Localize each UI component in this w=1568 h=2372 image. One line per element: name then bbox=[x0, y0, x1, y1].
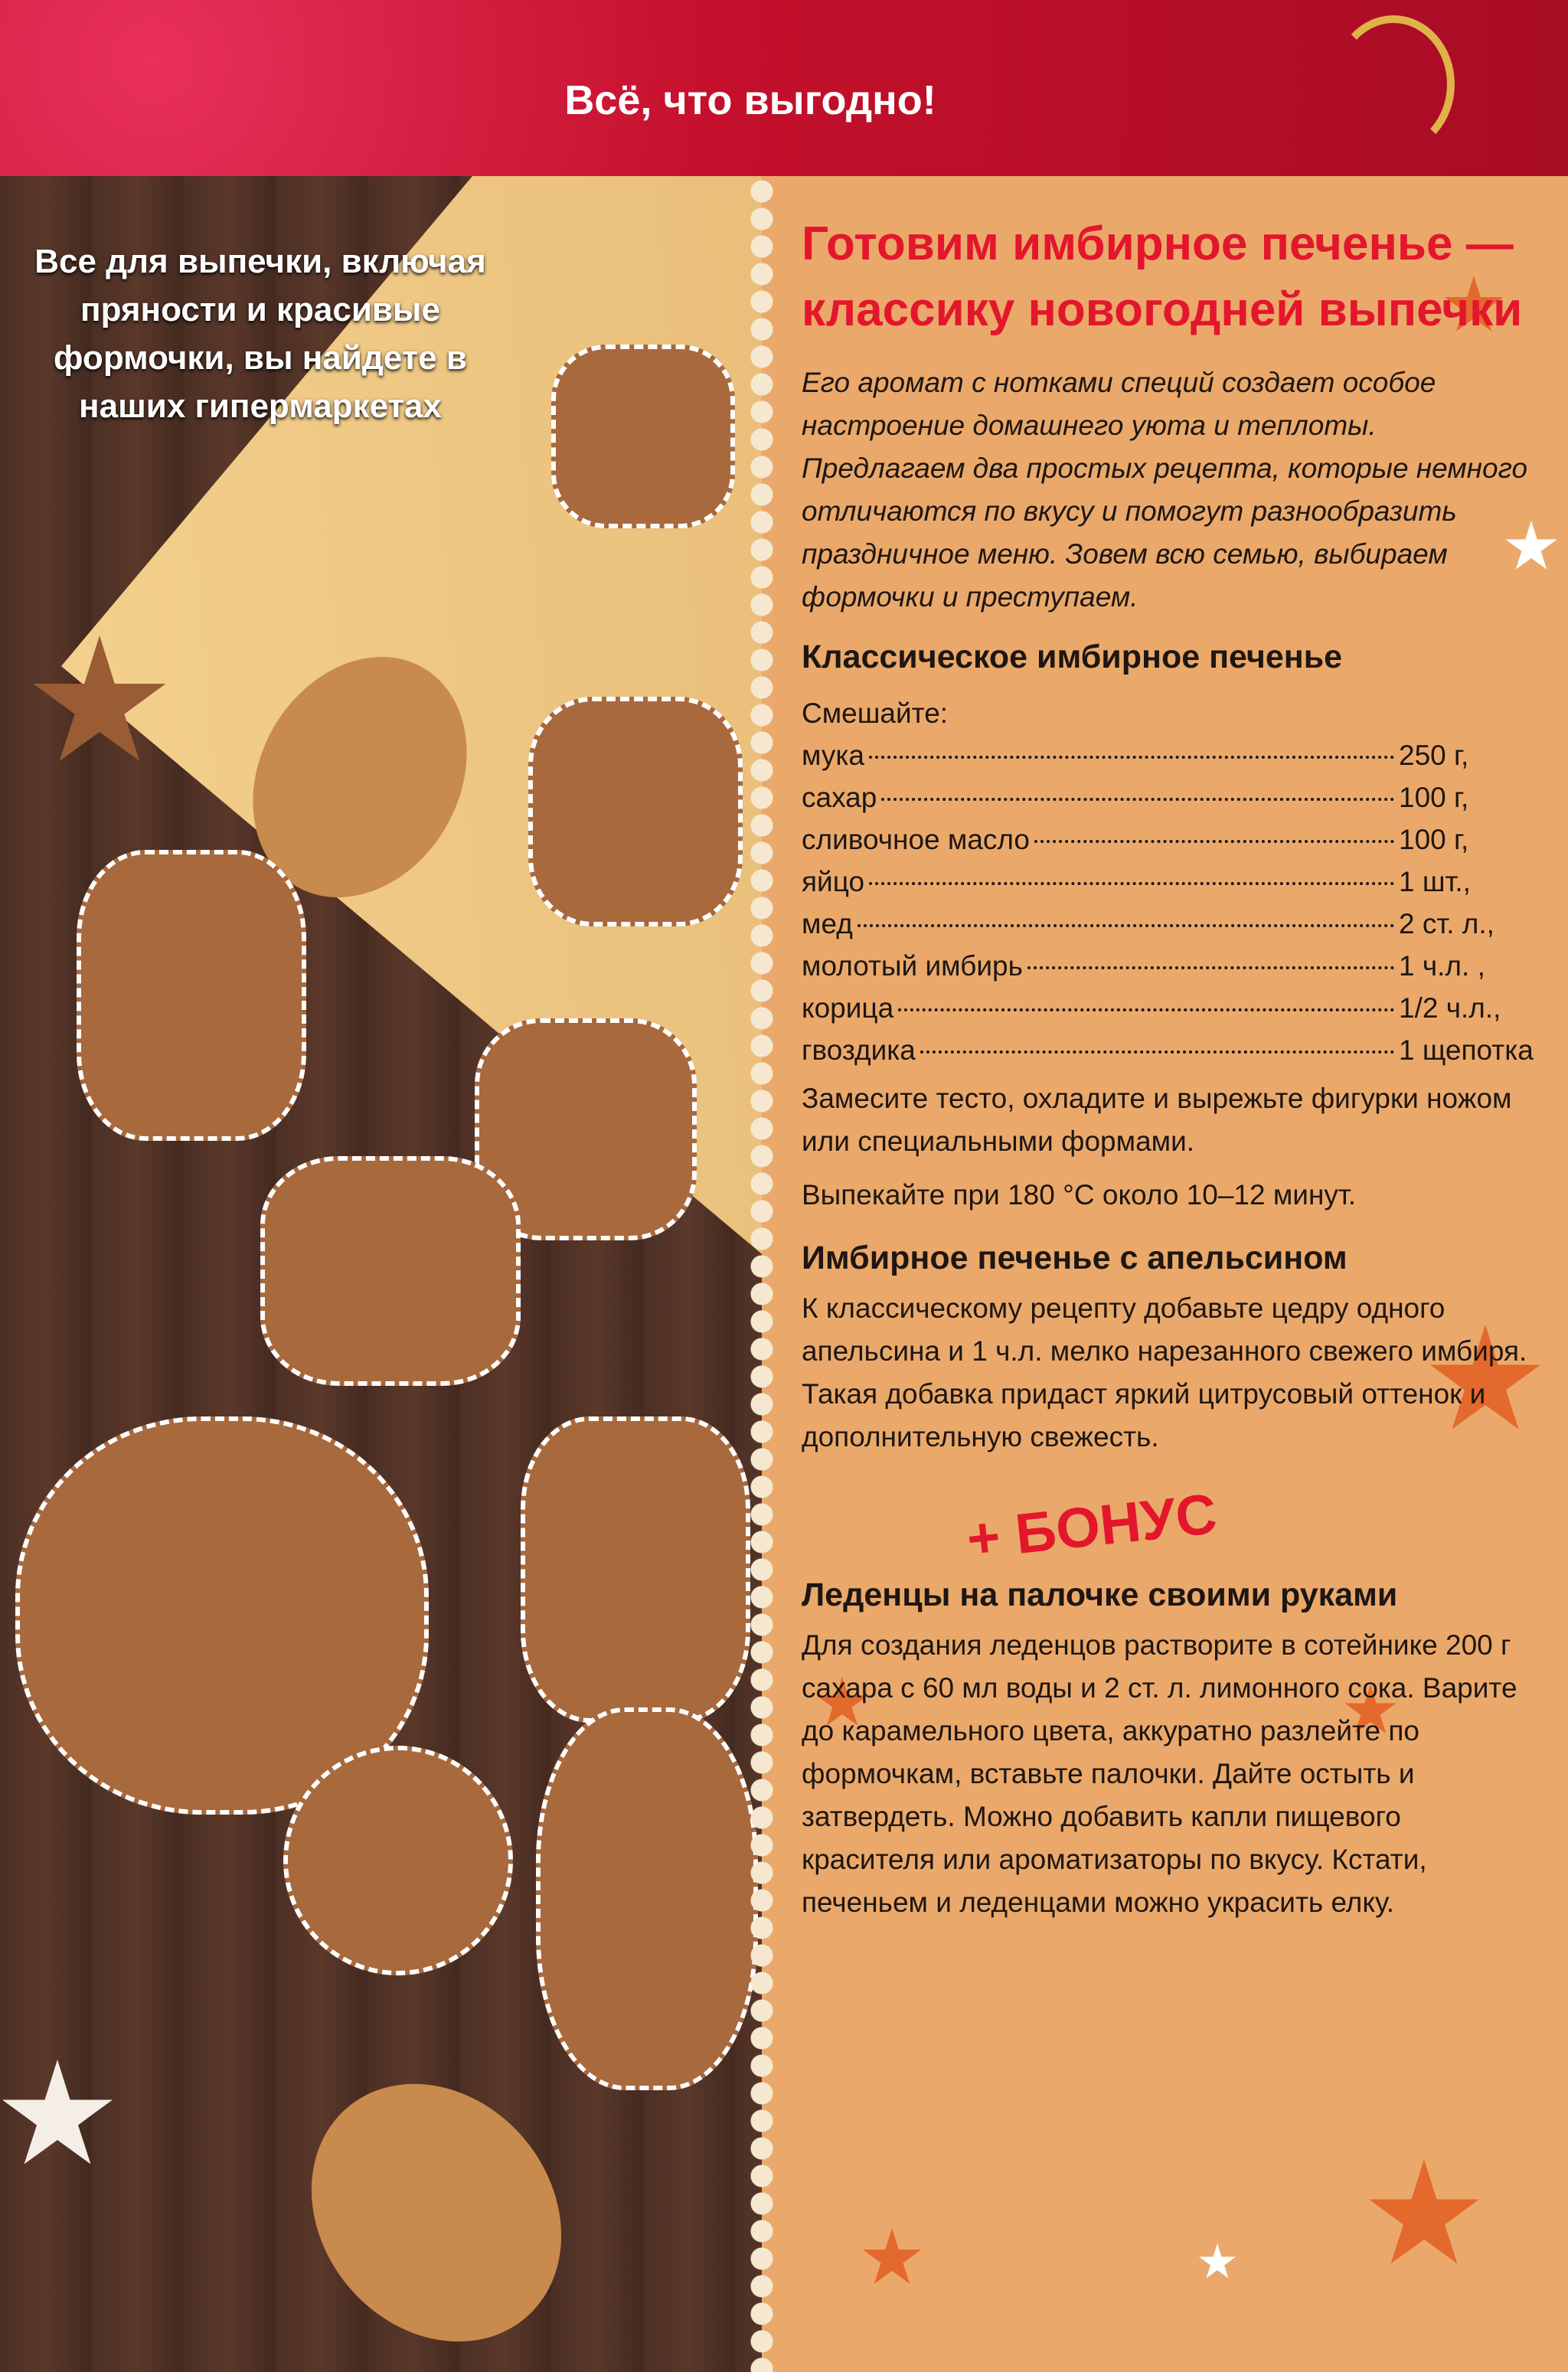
ingredient-amount: 1 шт., bbox=[1399, 866, 1471, 897]
header-banner bbox=[0, 0, 1568, 176]
ingredient-row bbox=[802, 734, 1498, 776]
star-cookie-icon bbox=[528, 697, 743, 926]
star-icon bbox=[1367, 2159, 1481, 2274]
ingredient-row bbox=[802, 1029, 1534, 1071]
ornament-swirl-icon bbox=[1332, 15, 1455, 153]
leader-dots bbox=[1027, 966, 1394, 969]
ingredient-amount: 1 ч.л. , bbox=[1399, 950, 1485, 982]
ingredients-list bbox=[802, 692, 1534, 1071]
orange-recipe-text: К классическому рецепту добавьте цедру одного апельсина и 1 ч.л. мелко нарезанного свежего имбиря. Такая добавка придаст яркий цитрусовый оттенок и дополнительную свежесть. bbox=[802, 1292, 1527, 1452]
scalloped-edge bbox=[746, 176, 777, 2372]
ingredient-name: мед bbox=[802, 908, 853, 939]
knead-text: Замесите тесто, охладите и вырежьте фигурки ножом или специальными формами. bbox=[802, 1083, 1512, 1157]
ingredient-amount: 100 г, bbox=[1399, 782, 1469, 813]
star-icon bbox=[1198, 2243, 1236, 2282]
section-heading-candy: Леденцы на палочке своими руками bbox=[802, 1576, 1398, 1613]
leader-dots bbox=[1034, 840, 1394, 843]
ingredient-name: гвоздика bbox=[802, 1034, 916, 1066]
ingredient-amount: 2 ст. л., bbox=[1399, 908, 1494, 939]
ingredient-row bbox=[802, 818, 1498, 861]
intro-text: Его аромат с нотками специй создает особое настроение домашнего уюта и теплоты. Предлагаем два простых рецепта, которые немного отличаются по вкусу и помогут разнообразить праздничное меню. Зовем всю семью, выбираем формочки и преступаем. bbox=[802, 367, 1528, 613]
ingredient-amount: 100 г, bbox=[1399, 824, 1469, 855]
mix-label: Смешайте: bbox=[802, 698, 949, 729]
gingerbread-photo bbox=[0, 176, 766, 2372]
promo-text: Все для выпечки, включая пряности и красивые формочки, вы найдете в наших гипермаркетах bbox=[34, 243, 486, 425]
candy-recipe-text: Для создания леденцов растворите в сотейнике 200 г сахара с 60 мл воды и 2 ст. л. лимонного сока. Варите до карамельного цвета, аккуратно разлейте по формочкам, вставьте палочки. Дайте остыть и затвердеть. Можно добавить капли пищевого красителя или ароматизаторы по вкусу. Кстати, печеньем и леденцами можно украсить елку. bbox=[802, 1629, 1517, 1918]
star-cookie-icon bbox=[551, 345, 735, 528]
ingredient-name: молотый имбирь bbox=[802, 950, 1023, 982]
white-star-icon bbox=[0, 2060, 115, 2174]
ingredient-row bbox=[802, 987, 1501, 1029]
ingredient-amount: 250 г, bbox=[1399, 740, 1469, 771]
recipe-column bbox=[802, 211, 1537, 1924]
star-icon bbox=[861, 2228, 923, 2289]
leader-dots bbox=[898, 1008, 1394, 1011]
section-heading-orange: Имбирное печенье с апельсином bbox=[802, 1240, 1348, 1276]
snowflake-cookie-icon bbox=[283, 1746, 513, 1975]
bake-text: Выпекайте при 180 °С около 10–12 минут. bbox=[802, 1179, 1357, 1211]
section-heading-classic: Классическое имбирное печенье bbox=[802, 639, 1343, 675]
leader-dots bbox=[858, 924, 1394, 927]
spoon-icon bbox=[260, 2034, 612, 2372]
ingredient-row bbox=[802, 776, 1498, 818]
tree-cookie-icon bbox=[77, 850, 306, 1141]
bonus-label: + БОНУС bbox=[963, 1481, 1220, 1571]
tree-cookie-icon bbox=[521, 1416, 750, 1723]
header-title: Всё, что выгодно! bbox=[564, 77, 936, 123]
leader-dots bbox=[869, 756, 1394, 759]
tree-cookie-icon bbox=[260, 1156, 521, 1386]
ingredient-name: сливочное масло bbox=[802, 824, 1031, 855]
ingredient-name: яйцо bbox=[802, 866, 865, 897]
snowflake-cookie-icon bbox=[536, 1707, 758, 2090]
ingredient-row bbox=[802, 861, 1498, 903]
ingredient-name: мука bbox=[802, 740, 864, 771]
leader-dots bbox=[920, 1050, 1394, 1054]
ingredient-row bbox=[802, 945, 1498, 987]
ingredient-name: сахар bbox=[802, 782, 877, 813]
ingredient-amount: 1 щепотка bbox=[1399, 1034, 1534, 1066]
leader-dots bbox=[869, 882, 1394, 885]
ingredient-row bbox=[802, 903, 1498, 945]
ingredient-amount: 1/2 ч.л., bbox=[1399, 992, 1501, 1024]
ingredient-name: корица bbox=[802, 992, 894, 1024]
leader-dots bbox=[881, 798, 1394, 801]
page-title: Готовим имбирное печенье — классику новогодней выпечки bbox=[802, 217, 1523, 336]
